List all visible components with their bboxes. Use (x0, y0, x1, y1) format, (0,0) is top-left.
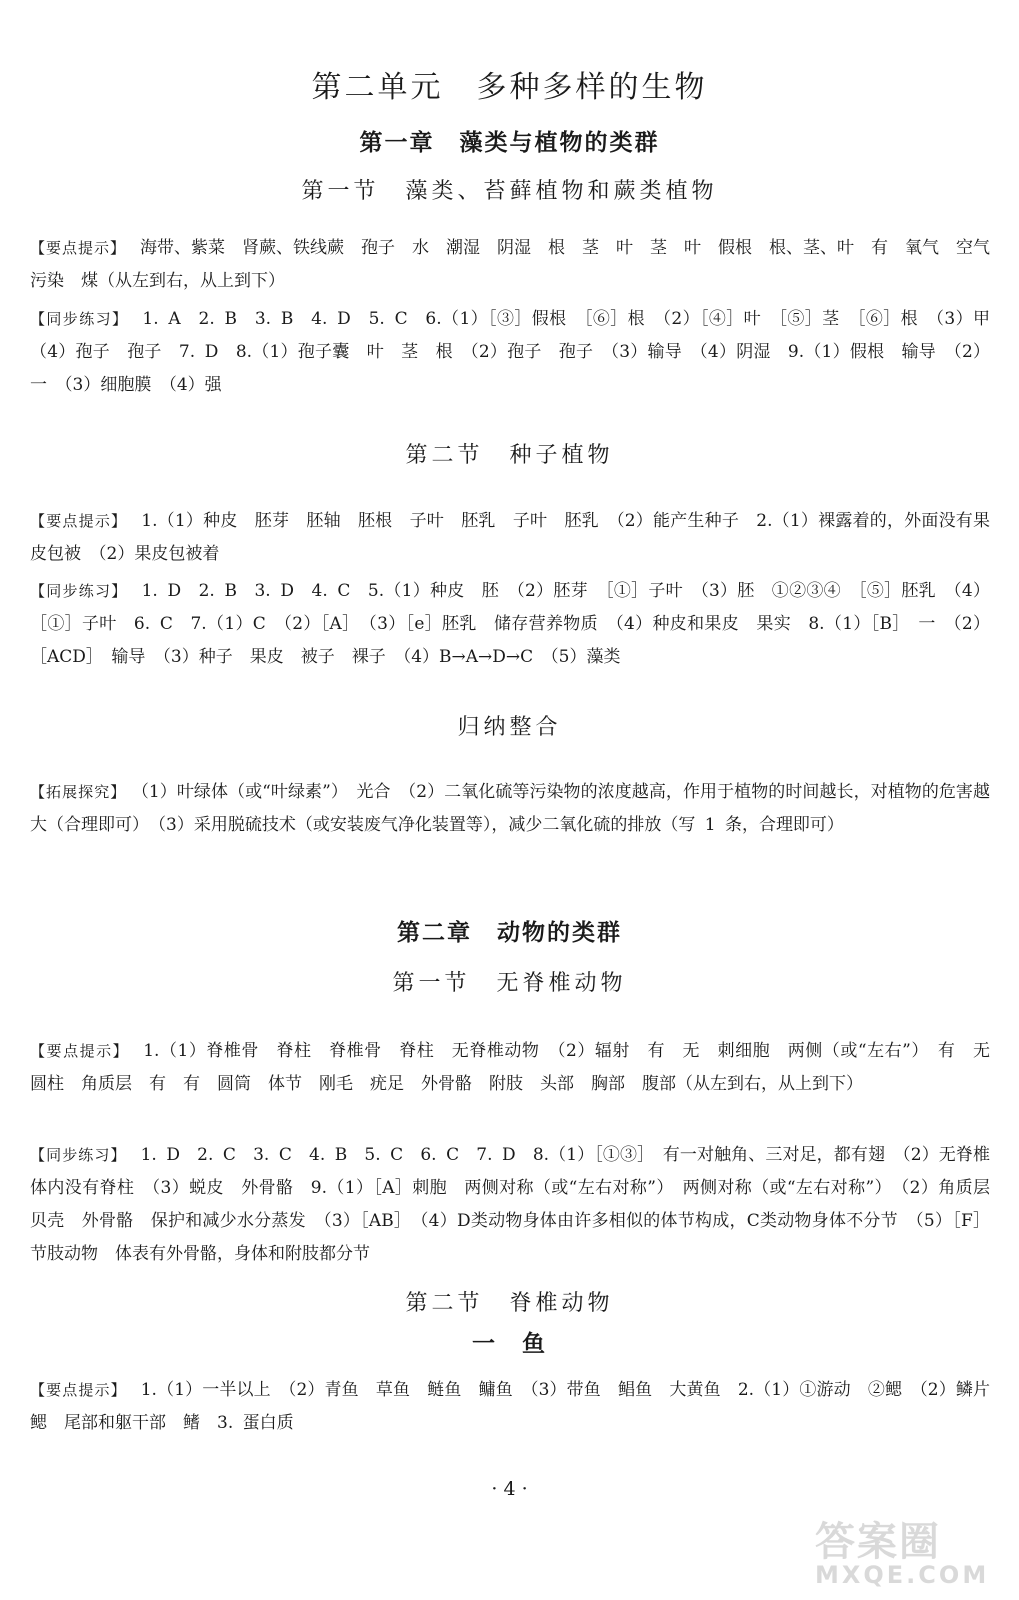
practice-text: 1. D 2. C 3. C 4. B 5. C 6. C 7. D 8.（1）［①③］ 有一对触角、三对足，都有翅 （2）无脊椎 体内没有脊柱 （3）蜕皮 外骨骼 9.（1）［A］刺胞 两侧对称（或“左右对称”） 两侧对称（或“左右对称”） （2）角质层 贝壳 外骨骼 保护和减少水分蒸发 （3）［AB］ （4）D类动物身体由许多相似的体节构成，C类动物身体不分节 （5）［F］节肢动物 体表有外骨骼，身体和附肢都分节 (30, 1145, 1007, 1264)
page-number: · 4 · (491, 1478, 528, 1500)
watermark-bottom-text: MXQE.COM (815, 1561, 990, 1589)
key-points-tag: 【要点提示】 (30, 1381, 127, 1399)
chapter1-section2-title: 第二节 种子植物 (405, 443, 614, 468)
summary-title: 归纳整合 (457, 715, 562, 740)
chapter2-section2-title: 第二节 脊椎动物 (405, 1291, 614, 1316)
key-points-text: 1.（1）脊椎骨 脊柱 脊椎骨 脊柱 无脊椎动物 （2）辐射 有 无 刺细胞 两侧（或“左右”） 有 无 圆柱 角质层 有 有 圆筒 体节 刚毛 疣足 外骨骼 附肢 头部 胸部 腹部（从左到右，从上到下） (30, 1041, 1007, 1094)
practice-tag: 【同步练习】 (30, 310, 129, 328)
extension-inquiry (30, 776, 990, 842)
chapter1-title: 第一章 藻类与植物的类群 (359, 130, 660, 156)
ch2-s1-key-points (30, 1035, 1007, 1101)
key-points-tag: 【要点提示】 (30, 1042, 130, 1060)
practice-text: 1. A 2. B 3. B 4. D 5. C 6.（1）［③］假根 ［⑥］根 （2）［④］叶 ［⑤］茎 ［⑥］根 （3）甲 （4）孢子 孢子 7. D 8.（1）孢子囊 叶 茎 根 （2）孢子 孢子 （3）输导 （4）阴湿 9.（1）假根 输导 （2）一 （3）细胞膜 （4）强 (30, 309, 1007, 395)
key-points-text: 1.（1）一半以上 （2）青鱼 草鱼 鲢鱼 鳙鱼 （3）带鱼 鲳鱼 大黄鱼 2.（1）①游动 ②鳃 （2）鳞片 鳃 尾部和躯干部 鳍 3. 蛋白质 (30, 1380, 1007, 1433)
watermark-top-text: 答案圈 (815, 1519, 941, 1565)
key-points-text: 海带、紫菜 肾蕨、铁线蕨 孢子 水 潮湿 阴湿 根 茎 叶 茎 叶 假根 根、茎、叶 有 氧气 空气污染 煤（从左到右，从上到下） (30, 238, 991, 291)
key-points-text: 1.（1）种皮 胚芽 胚轴 胚根 子叶 胚乳 子叶 胚乳 （2）能产生种子 2.（1）裸露着的，外面没有果皮包被 （2）果皮包被着 (30, 511, 990, 564)
ch1-s1-practice (30, 303, 1007, 402)
ch2-s2-key-points (30, 1374, 1007, 1440)
fish-subtitle: 一 鱼 (472, 1331, 547, 1357)
chapter2-section1-title: 第一节 无脊椎动物 (392, 971, 627, 996)
practice-text: 1. D 2. B 3. D 4. C 5.（1）种皮 胚 （2）胚芽 ［①］子叶 （3）胚 ①②③④ ［⑤］胚乳 （4）［①］子叶 6. C 7.（1）C （2）［A］ （3）［e］胚乳 储存营养物质 （4）种皮和果皮 果实 8.（1）［B］ 一 （2）［ACD］ 输导 （3）种子 果皮 被子 裸子 （4）B→A→D→C （5）藻类 (30, 581, 990, 667)
practice-tag: 【同步练习】 (30, 582, 128, 600)
unit-title: 第二单元 多种多样的生物 (311, 70, 708, 105)
ch1-s1-key-points (30, 232, 990, 298)
key-points-tag: 【要点提示】 (30, 239, 127, 257)
practice-tag: 【同步练习】 (30, 1146, 127, 1164)
chapter1-section1-title: 第一节 藻类、苔藓植物和蕨类植物 (301, 179, 718, 204)
watermark-logo (815, 1510, 1005, 1588)
chapter2-title: 第二章 动物的类群 (397, 920, 622, 946)
extension-text: （1）叶绿体（或“叶绿素”） 光合 （2）二氧化硫等污染物的浓度越高，作用于植物的时间越长，对植物的危害越大（合理即可） （3）采用脱硫技术（或安装废气净化装置等），减少二氧化硫的排放（写 1 条，合理即可） (30, 782, 990, 835)
ch2-s1-practice (30, 1139, 1007, 1271)
ch1-s2-key-points (30, 505, 990, 571)
ch1-s2-practice (30, 575, 990, 674)
extension-tag: 【拓展探究】 (30, 783, 127, 801)
key-points-tag: 【要点提示】 (30, 512, 128, 530)
